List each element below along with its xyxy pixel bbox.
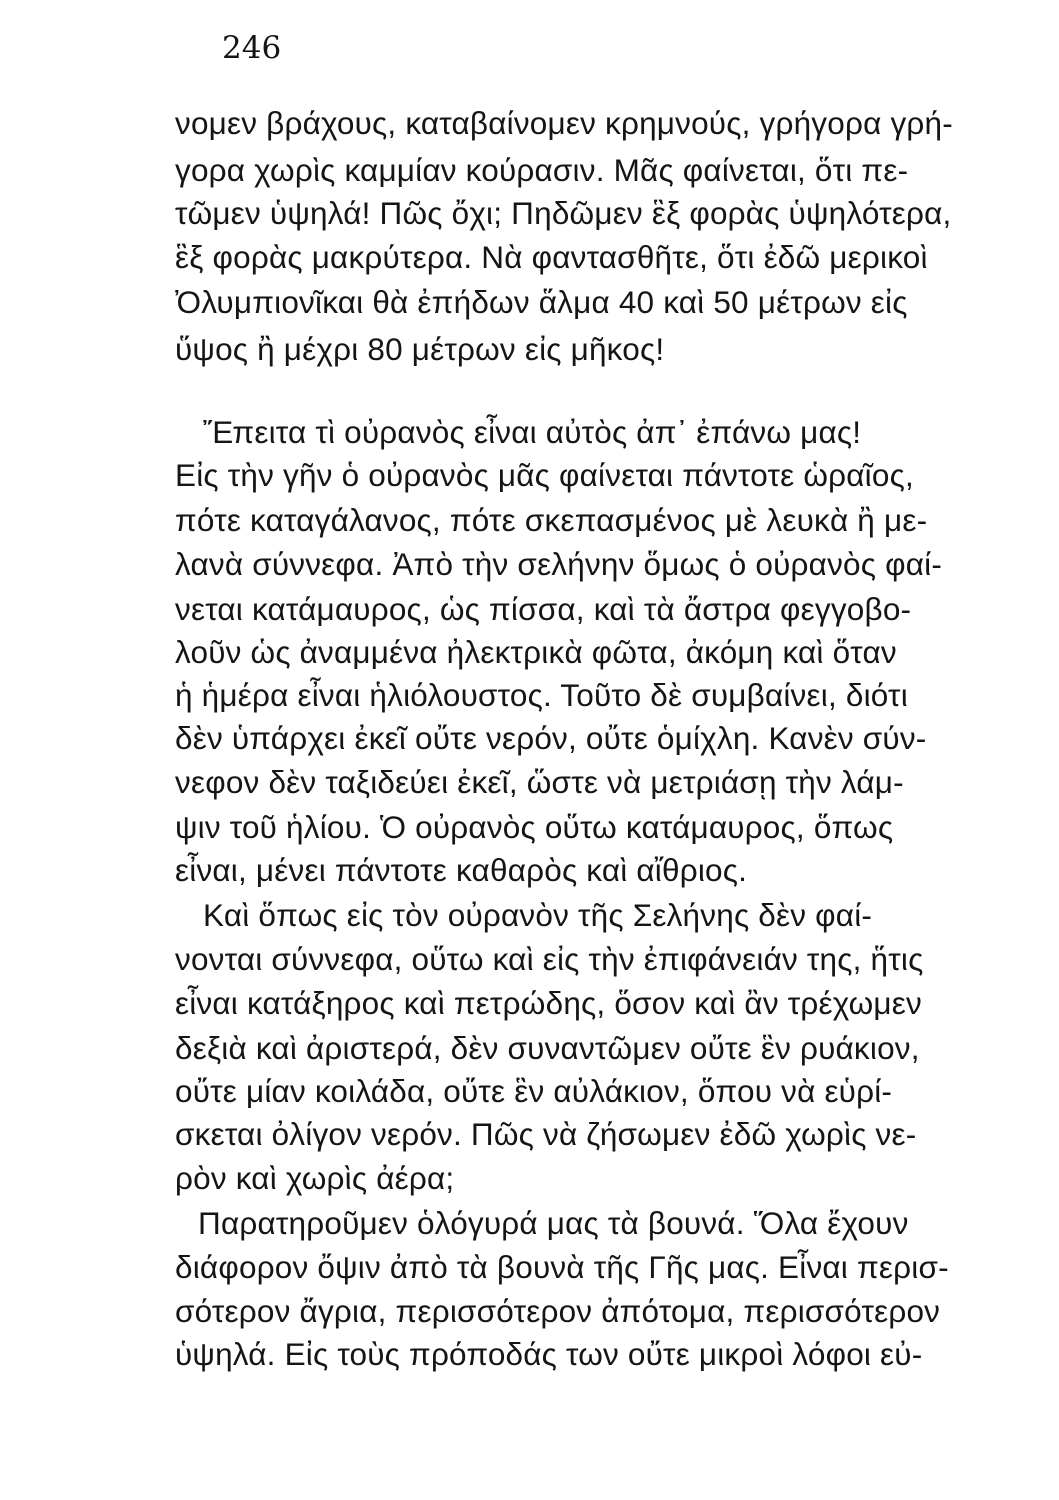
text-line: διάφορον ὄψιν ἀπὸ τὰ βουνὰ τῆς Γῆς μας. Εἶναι περισ- (175, 1249, 949, 1285)
paragraph-start-line: Παρατηροῦμεν ὁλόγυρά μας τὰ βουνά. Ὅλα ἔχουν (198, 1205, 909, 1241)
text-line: εἶναι κατάξηρος καὶ πετρώδης, ὅσον καὶ ἂν τρέχωμεν (175, 985, 922, 1021)
text-line: δὲν ὑπάρχει ἐκεῖ οὔτε νερόν, οὔτε ὁμίχλη. Κανὲν σύν- (175, 720, 927, 756)
text-line: ἡ ἡμέρα εἶναι ἡλιόλουστος. Τοῦτο δὲ συμβαίνει, διότι (175, 677, 908, 713)
text-line: νομεν βράχους, καταβαίνομεν κρημνούς, γρήγορα γρή- (175, 105, 953, 141)
text-line: ρὸν καὶ χωρὶς ἀέρα; (175, 1160, 455, 1196)
text-line: εἶναι, μένει πάντοτε καθαρὸς καὶ αἴθριος. (175, 852, 748, 888)
text-line: δεξιὰ καὶ ἀριστερά, δὲν συναντῶμεν οὔτε ἓν ρυάκιον, (175, 1030, 920, 1066)
text-line: Εἰς τὴν γῆν ὁ οὐρανὸς μᾶς φαίνεται πάντοτε ὡραῖος, (175, 457, 914, 493)
text-line: νεφον δὲν ταξιδεύει ἐκεῖ, ὥστε νὰ μετριάσῃ τὴν λάμ- (175, 764, 904, 800)
text-line: γορα χωρὶς καμμίαν κούρασιν. Μᾶς φαίνεται, ὅτι πε- (175, 152, 909, 188)
paragraph-start-line: Ἔπειτα τὶ οὐρανὸς εἶναι αὐτὸς ἀπ᾽ ἐπάνω μας! (203, 414, 862, 450)
text-line: λοῦν ὡς ἀναμμένα ἠλεκτρικὰ φῶτα, ἀκόμη καὶ ὅταν (175, 634, 897, 670)
text-line: σκεται ὀλίγον νερόν. Πῶς νὰ ζήσωμεν ἐδῶ χωρὶς νε- (175, 1116, 917, 1152)
text-line: πότε καταγάλανος, πότε σκεπασμένος μὲ λευκὰ ἢ με- (175, 502, 928, 538)
paragraph-start-line: Καὶ ὅπως εἰς τὸν οὐρανὸν τῆς Σελήνης δὲν φαί- (203, 897, 873, 933)
text-line: τῶμεν ὑψηλά! Πῶς ὄχι; Πηδῶμεν ἓξ φορὰς ὑψηλότερα, (175, 195, 952, 231)
text-line: νονται σύννεφα, οὕτω καὶ εἰς τὴν ἐπιφάνειάν της, ἥτις (175, 941, 924, 977)
text-line: ψιν τοῦ ἡλίου. Ὁ οὐρανὸς οὕτω κατάμαυρος, ὅπως (175, 809, 894, 845)
page-number: 246 (222, 30, 282, 66)
text-line: ὕψος ἢ μέχρι 80 μέτρων εἰς μῆκος! (175, 331, 665, 367)
text-line: ὑψηλά. Εἰς τοὺς πρόποδάς των οὔτε μικροὶ λόφοι εὐ- (175, 1336, 923, 1372)
text-line: ἓξ φορὰς μακρύτερα. Νὰ φαντασθῆτε, ὅτι ἐδῶ μερικοὶ (175, 239, 928, 275)
text-line: νεται κατάμαυρος, ὡς πίσσα, καὶ τὰ ἄστρα φεγγοβο- (175, 591, 912, 627)
text-line: Ὀλυμπιονῖκαι θὰ ἐπήδων ἅλμα 40 καὶ 50 μέτρων εἰς (175, 284, 908, 320)
text-line: λανὰ σύννεφα. Ἀπὸ τὴν σελήνην ὅμως ὁ οὐρανὸς φαί- (175, 546, 943, 582)
text-line: οὔτε μίαν κοιλάδα, οὔτε ἓν αὐλάκιον, ὅπου νὰ εὑρί- (175, 1073, 893, 1109)
text-line: σότερον ἄγρια, περισσότερον ἀπότομα, περισσότερον (175, 1293, 941, 1329)
